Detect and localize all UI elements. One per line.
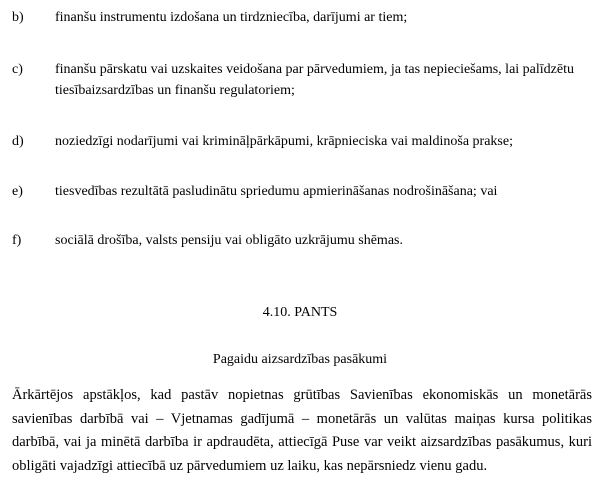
paragraph-line: obligāti vajadzīgi attiecībā uz pārvedumiem uz laiku, kas nepārsniedz vienu gadu. (12, 457, 488, 474)
paragraph-line: savienības darbībā vai – Vjetnamas gadījumā – monetārās un valūtas maiņas kursa politikas (12, 410, 592, 427)
paragraph-line: darbībā, vai ja minētā darbība ir apdraudēta, attiecīgā Puse var veikt aizsardzības pasākumus, kuri (12, 434, 592, 450)
list-text: finanšu pārskatu vai uzskaites veidošana par pārvedumiem, ja tas nepieciešams, lai palīdzētu tiesībaizsardzības un finanšu regulatoriem; (55, 62, 574, 98)
article-heading: 4.10. PANTS (262, 305, 338, 320)
paragraph-line: Ārkārtējos apstākļos, kad pastāv nopietnas grūtības Savienības ekonomiskās un monetārās (12, 387, 592, 403)
list-text: noziedzīgi nodarījumi vai krimināļpārkāpumi, krāpnieciska vai maldinoša prakse; (55, 134, 513, 149)
list-text: finanšu instrumentu izdošana un tirdzniecība, darījumi ar tiem; (55, 10, 408, 25)
list-letter: e) (12, 184, 23, 199)
list-letter: c) (12, 62, 23, 77)
body-paragraph (12, 384, 592, 478)
list-letter: d) (12, 134, 24, 149)
article-subheading: Pagaidu aizsardzības pasākumi (212, 352, 388, 367)
list-letter: b) (12, 10, 24, 25)
list-text: tiesvedības rezultātā pasludinātu spriedumu apmierināšanas nodrošināšana; vai (55, 184, 498, 199)
list-text: sociālā drošība, valsts pensiju vai obligāto uzkrājumu shēmas. (55, 233, 403, 248)
list-letter: f) (12, 233, 22, 248)
